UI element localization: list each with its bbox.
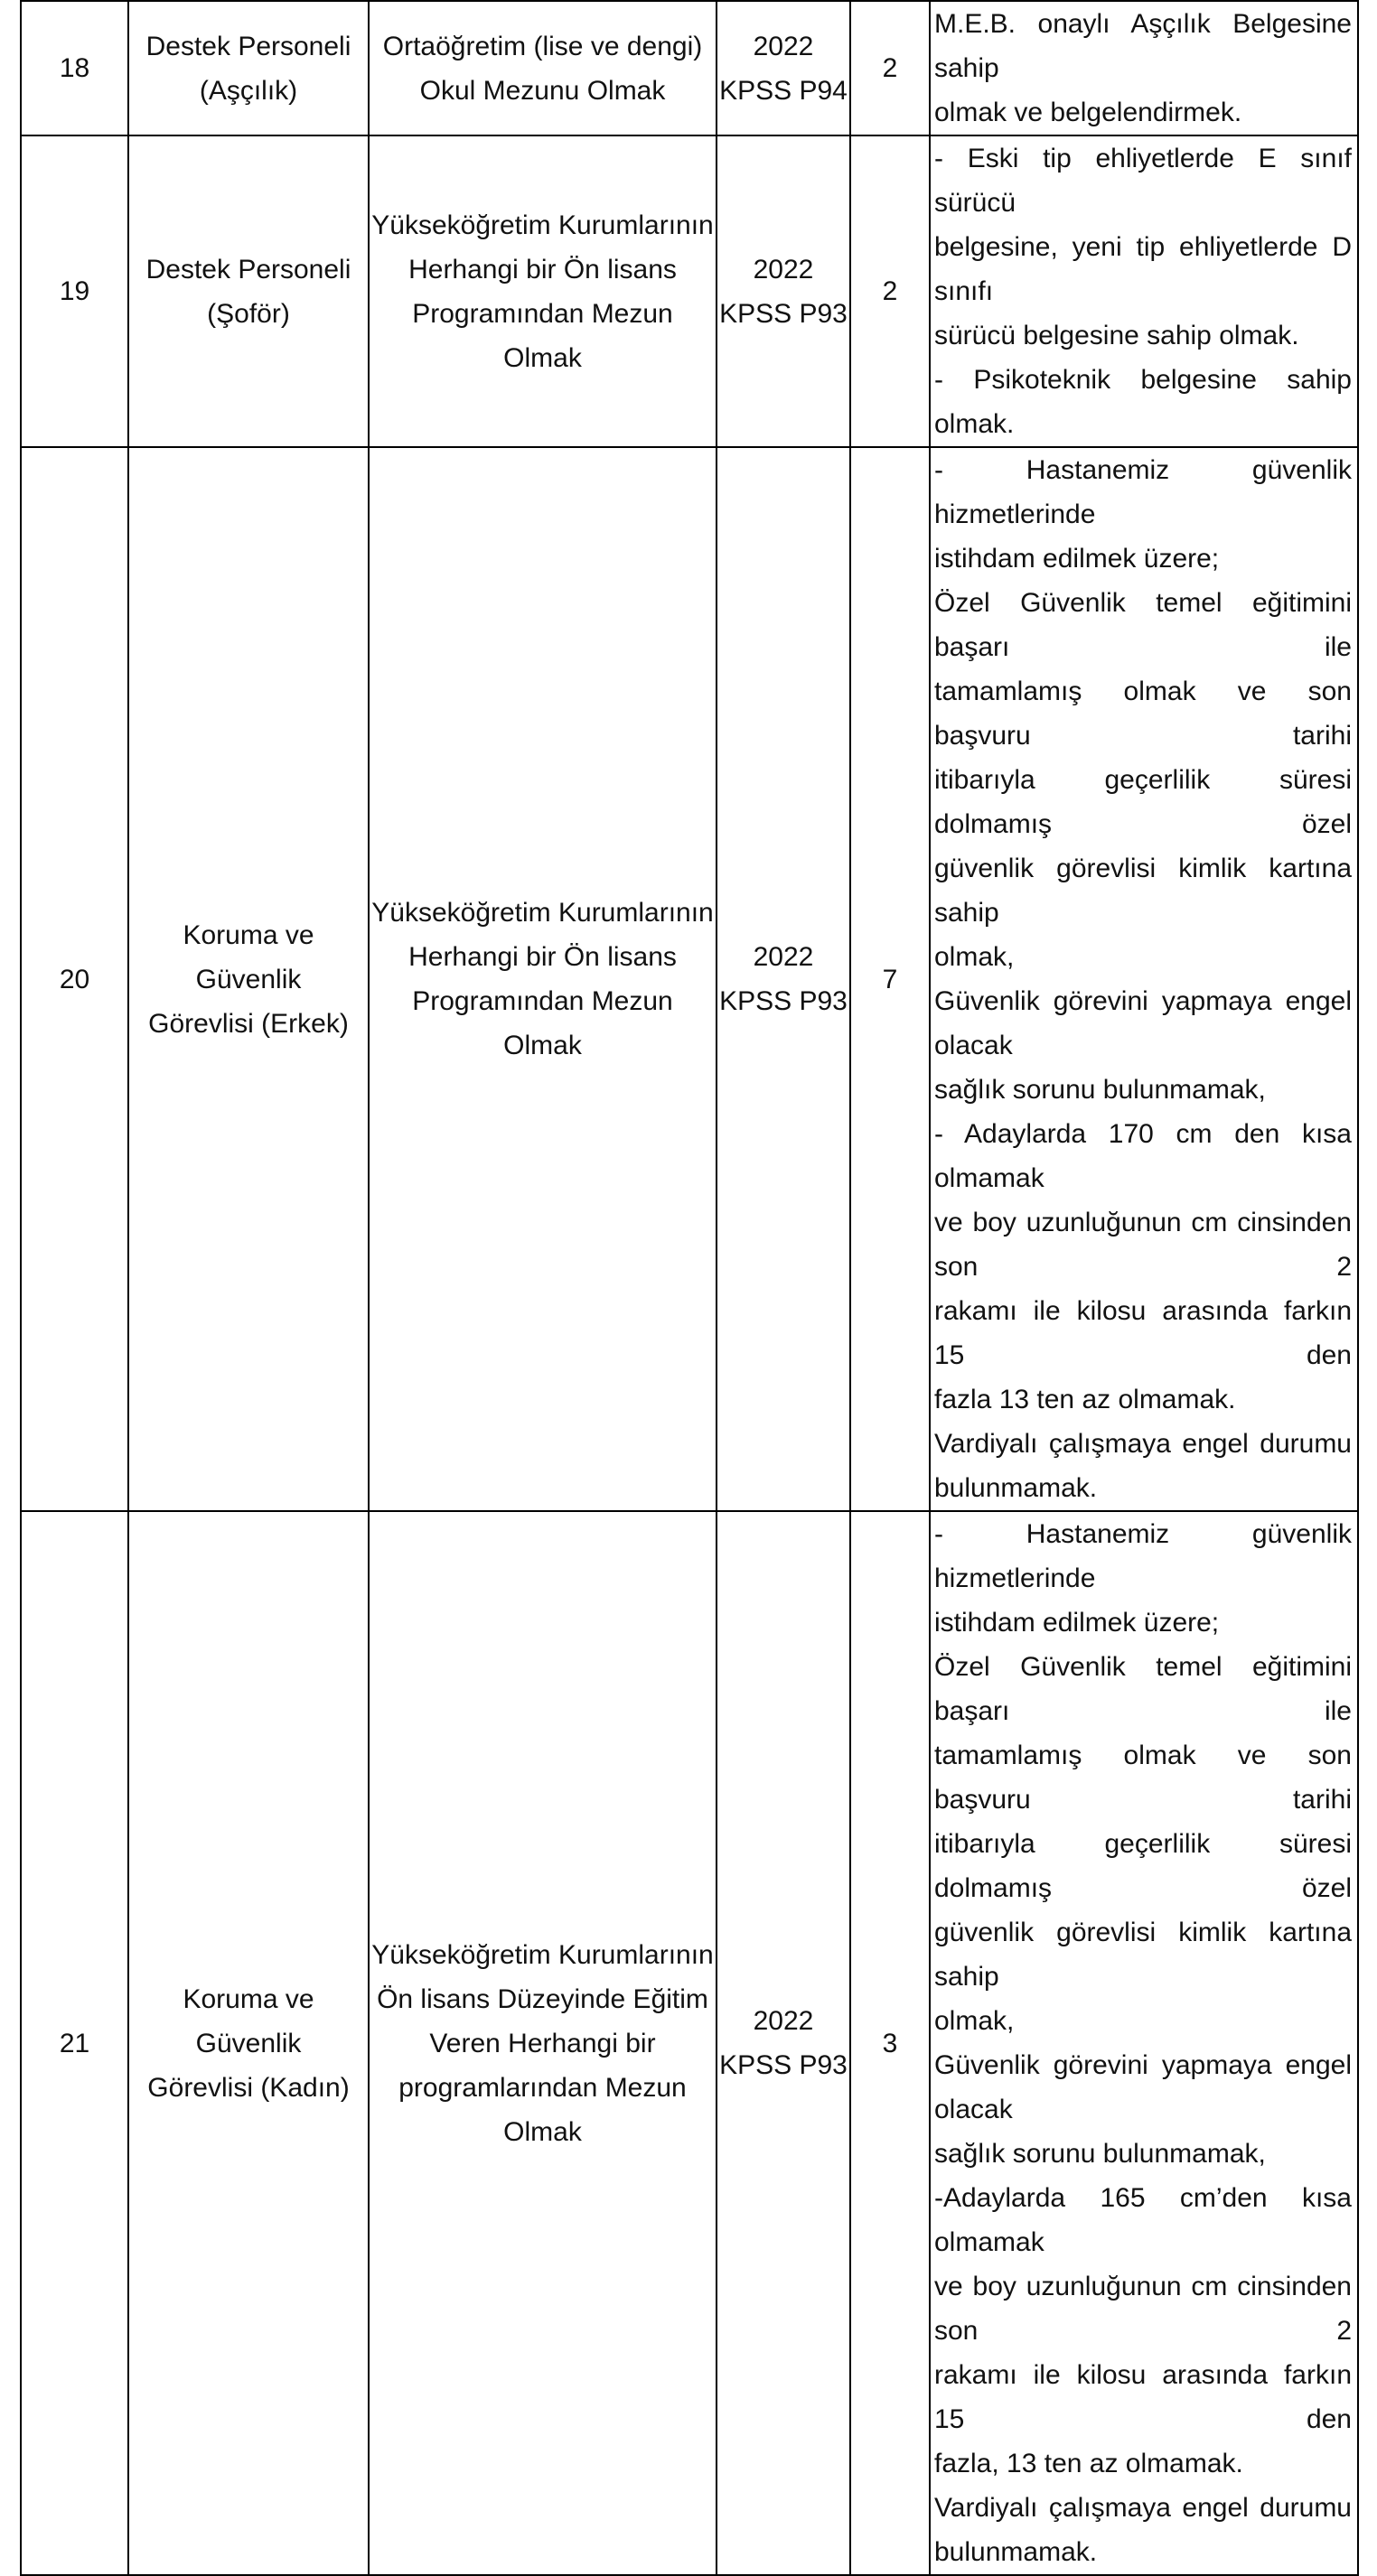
row-number: 19 bbox=[21, 135, 128, 447]
row-number: 21 bbox=[21, 1511, 128, 2575]
special-requirements: - Eski tip ehliyetlerde E sınıf sürücü belgesine, yeni tip ehliyetlerde D sınıfı sürücü belgesine sahip olmak. - Psikoteknik belgesine sahip olmak. bbox=[930, 135, 1358, 447]
position-count: 2 bbox=[850, 1, 930, 135]
kpss-score-type: 2022 KPSS P94 bbox=[717, 1, 850, 135]
row-number: 20 bbox=[21, 447, 128, 1511]
table-row bbox=[21, 1511, 1358, 2575]
position-title: Destek Personeli (Aşçılık) bbox=[128, 1, 369, 135]
position-count: 2 bbox=[850, 135, 930, 447]
kpss-score-type: 2022 KPSS P93 bbox=[717, 447, 850, 1511]
special-requirements: - Hastanemiz güvenlik hizmetlerinde istihdam edilmek üzere; Özel Güvenlik temel eğitimini başarı ile tamamlamış olmak ve son başvuru tarihi itibarıyla geçerlilik süresi dolmamış özel güvenlik görevlisi kimlik kartına sahip olmak, Güvenlik görevini yapmaya engel olacak sağlık sorunu bulunmamak, - Adaylarda 170 cm den kısa olmamak ve boy uzunluğunun cm cinsinden son 2 rakamı ile kilosu arasında farkın 15 den fazla 13 ten az olmamak. Vardiyalı çalışmaya engel durumu bulunmamak. bbox=[930, 447, 1358, 1511]
position-title: Koruma ve Güvenlik Görevlisi (Kadın) bbox=[128, 1511, 369, 2575]
position-count: 3 bbox=[850, 1511, 930, 2575]
kpss-score-type: 2022 KPSS P93 bbox=[717, 135, 850, 447]
position-count: 7 bbox=[850, 447, 930, 1511]
table-row bbox=[21, 447, 1358, 1511]
education-requirement: Yükseköğretim Kurumlarının Herhangi bir Ön lisans Programından Mezun Olmak bbox=[369, 135, 717, 447]
education-requirement: Ortaöğretim (lise ve dengi) Okul Mezunu Olmak bbox=[369, 1, 717, 135]
row-number: 18 bbox=[21, 1, 128, 135]
staff-positions-table bbox=[20, 0, 1359, 2576]
position-title: Destek Personeli (Şoför) bbox=[128, 135, 369, 447]
education-requirement: Yükseköğretim Kurumlarının Herhangi bir Ön lisans Programından Mezun Olmak bbox=[369, 447, 717, 1511]
education-requirement: Yükseköğretim Kurumlarının Ön lisans Düzeyinde Eğitim Veren Herhangi bir programlarından Mezun Olmak bbox=[369, 1511, 717, 2575]
kpss-score-type: 2022 KPSS P93 bbox=[717, 1511, 850, 2575]
table-row bbox=[21, 1, 1358, 135]
table-row bbox=[21, 135, 1358, 447]
position-title: Koruma ve Güvenlik Görevlisi (Erkek) bbox=[128, 447, 369, 1511]
special-requirements: M.E.B. onaylı Aşçılık Belgesine sahip olmak ve belgelendirmek. bbox=[930, 1, 1358, 135]
special-requirements: - Hastanemiz güvenlik hizmetlerinde istihdam edilmek üzere; Özel Güvenlik temel eğitimini başarı ile tamamlamış olmak ve son başvuru tarihi itibarıyla geçerlilik süresi dolmamış özel güvenlik görevlisi kimlik kartına sahip olmak, Güvenlik görevini yapmaya engel olacak sağlık sorunu bulunmamak, -Adaylarda 165 cm’den kısa olmamak ve boy uzunluğunun cm cinsinden son 2 rakamı ile kilosu arasında farkın 15 den fazla, 13 ten az olmamak. Vardiyalı çalışmaya engel durumu bulunmamak. bbox=[930, 1511, 1358, 2575]
